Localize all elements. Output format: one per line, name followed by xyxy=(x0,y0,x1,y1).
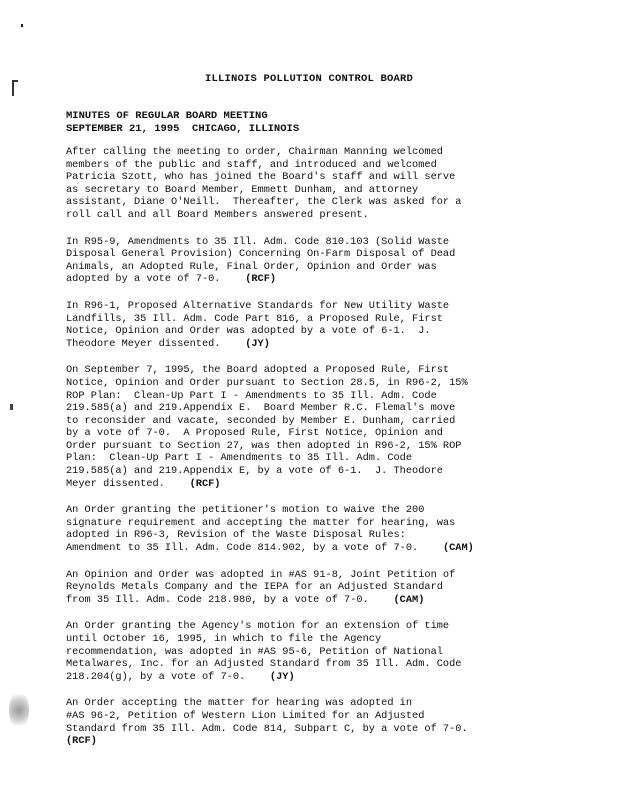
scan-smudge xyxy=(9,690,29,730)
paragraph-line: by a vote of 7-0. A Proposed Rule, First Notice, Opinion and xyxy=(66,427,443,440)
minutes-paragraph xyxy=(66,364,546,490)
paragraph-line: roll call and all Board Members answered present. xyxy=(66,208,369,221)
paragraph-line: Meyer dissented. (RCF) xyxy=(66,477,221,490)
paragraph-line: ROP Plan: Clean-Up Part I - Amendments to 35 Ill. Adm. Code xyxy=(66,389,437,402)
minutes-paragraph xyxy=(66,504,546,554)
paragraph-line: Notice, Opinion and Order was adopted by a vote of 6-1. J. xyxy=(66,325,431,338)
paragraph-line: Notice, Opinion and Order pursuant to Section 28.5, in R96-2, 15% xyxy=(66,376,468,389)
paragraph-line: Amendment to 35 Ill. Adm. Code 814.902, by a vote of 7-0. (CAM) xyxy=(66,542,474,555)
minutes-paragraph xyxy=(66,300,546,350)
paragraph-line: Disposal General Provision) Concerning On-Farm Disposal of Dead xyxy=(66,248,456,261)
minutes-paragraph xyxy=(66,697,546,747)
paragraph-line: Metalwares, Inc. for an Adjusted Standard from 35 Ill. Adm. Code xyxy=(66,658,462,671)
paragraph-line: Animals, an Adopted Rule, Final Order, Opinion and Order was xyxy=(66,260,437,273)
paragraph-line: members of the public and staff, and introduced and welcomed xyxy=(66,158,437,171)
paragraph-line: An Order granting the Agency's motion for an extension of time xyxy=(66,620,450,633)
paragraph-line: until October 16, 1995, in which to file the Agency xyxy=(66,633,382,645)
staff-initials: (RCF) xyxy=(245,273,277,286)
meeting-title-line: MINUTES OF REGULAR BOARD MEETING xyxy=(66,110,268,122)
paragraph-line: as secretary to Board Member, Emmett Dunham, and attorney xyxy=(66,183,419,196)
paragraph-line: to reconsider and vacate, seconded by Member E. Dunham, carried xyxy=(66,414,456,427)
paragraph-line: from 35 Ill. Adm. Code 218.980, by a vote of 7-0. (CAM) xyxy=(66,593,425,606)
staff-initials: (CAM) xyxy=(442,542,474,555)
paragraph-line: An Order granting the petitioner's motion to waive the 200 xyxy=(66,504,425,517)
staff-initials: (RCF) xyxy=(66,735,97,748)
paragraph-line: 219.585(a) and 219.Appendix E, by a vote of 6-1. J. Theodore xyxy=(66,465,443,478)
scan-tick xyxy=(10,404,13,410)
staff-initials: (CAM) xyxy=(393,593,425,606)
minutes-paragraph xyxy=(66,620,546,683)
paragraph-line: recommendation, was adopted in #AS 95-6, Petition of National xyxy=(66,645,443,658)
paragraph-line: 219.585(a) and 219.Appendix E. Board Member R.C. Flemal's move xyxy=(66,402,456,415)
paragraph-line: An Order accepting the matter for hearing was adopted in xyxy=(66,697,413,710)
paragraph-line xyxy=(66,735,546,748)
paragraph-line: In R96-1, Proposed Alternative Standards for New Utility Waste xyxy=(66,299,450,312)
meeting-title xyxy=(66,110,299,136)
staff-initials: (RCF) xyxy=(189,477,221,490)
paragraph-line: 218.204(g), by a vote of 7-0. (JY) xyxy=(66,670,295,683)
paragraph-line: Order pursuant to Section 27, was then adopted in R96-2, 15% ROP xyxy=(66,439,462,452)
minutes-paragraph xyxy=(66,236,546,286)
scan-speck xyxy=(21,24,23,27)
paragraph-line: assistant, Diane O'Neill. Thereafter, the Clerk was asked for a xyxy=(66,196,462,209)
paragraph-line: Standard from 35 Ill. Adm. Code 814, Subpart C, by a vote of 7-0. xyxy=(66,722,468,735)
paragraph-line: Patricia Szott, who has joined the Board's staff and will serve xyxy=(66,171,456,184)
board-header: ILLINOIS POLLUTION CONTROL BOARD xyxy=(204,73,414,85)
paragraph-line: On September 7, 1995, the Board adopted a Proposed Rule, First xyxy=(66,364,450,377)
paragraph-line: signature requirement and accepting the matter for hearing, was xyxy=(66,516,456,529)
minutes-body xyxy=(66,146,546,762)
paragraph-line: adopted by a vote of 7-0. (RCF) xyxy=(66,273,277,286)
paragraph-line: #AS 96-2, Petition of Western Lion Limited for an Adjusted xyxy=(66,709,425,722)
paragraph-line: Theodore Meyer dissented. (JY) xyxy=(66,337,270,350)
minutes-paragraph xyxy=(66,569,546,607)
staff-initials: (JY) xyxy=(269,670,295,683)
paragraph-line: An Opinion and Order was adopted in #AS 91-8, Joint Petition of xyxy=(66,568,456,581)
paragraph-line: Landfills, 35 Ill. Adm. Code Part 816, a Proposed Rule, First xyxy=(66,312,443,325)
paragraph-line: adopted in R96-3, Revision of the Waste Disposal Rules: xyxy=(66,529,406,542)
staff-initials: (JY) xyxy=(245,337,270,350)
paragraph-line: In R95-9, Amendments to 35 Ill. Adm. Code 810.103 (Solid Waste xyxy=(66,235,450,248)
meeting-date-line: SEPTEMBER 21, 1995 CHICAGO, ILLINOIS xyxy=(66,123,300,135)
paragraph-line: Reynolds Metals Company and the IEPA for an Adjusted Standard xyxy=(66,581,443,594)
minutes-paragraph xyxy=(66,146,546,222)
paragraph-line: After calling the meeting to order, Chairman Manning welcomed xyxy=(66,146,443,158)
paragraph-line: Plan: Clean-Up Part I - Amendments to 35 Ill. Adm. Code xyxy=(66,452,413,465)
